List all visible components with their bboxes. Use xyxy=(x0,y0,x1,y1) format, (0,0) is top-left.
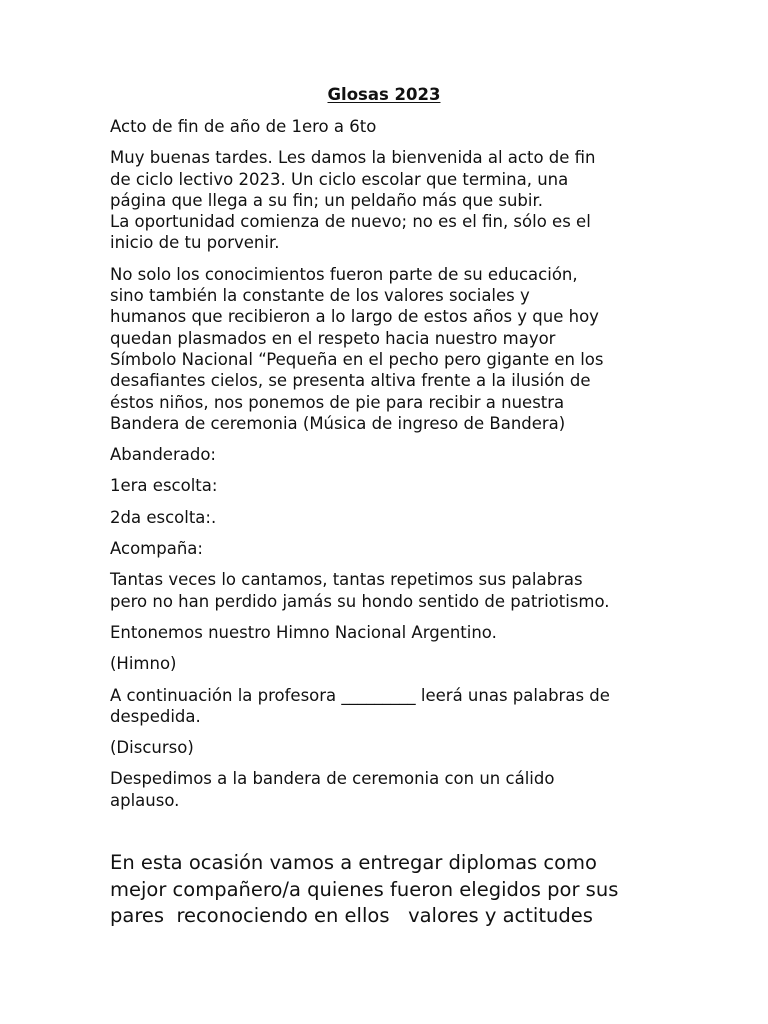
document-body xyxy=(110,116,670,821)
text-line: página que llega a su fin; un peldaño más que subir. xyxy=(110,190,543,210)
text-line: No solo los conocimientos fueron parte de su educación, xyxy=(110,264,578,284)
text-line: Despedimos a la bandera de ceremonia con un cálido xyxy=(110,769,555,789)
paragraph-speech-intro xyxy=(110,685,670,728)
text-line: Bandera de ceremonia (Música de ingreso de Bandera) xyxy=(110,413,566,433)
text-line: En esta ocasión vamos a entregar diplomas como xyxy=(110,851,597,874)
text-line: humanos que recibieron a lo largo de estos años y que hoy xyxy=(110,307,599,327)
paragraph-diplomas xyxy=(110,850,690,930)
label-escolta-1: 1era escolta: xyxy=(110,476,218,496)
text-line: desafiantes cielos, se presenta altiva frente a la ilusión de xyxy=(110,371,591,391)
text-line: aplauso. xyxy=(110,790,180,810)
text-line: Tantas veces lo cantamos, tantas repetimos sus palabras xyxy=(110,570,583,590)
text-line: quedan plasmados en el respeto hacia nuestro mayor xyxy=(110,328,556,348)
stage-note-discurso: (Discurso) xyxy=(110,738,194,758)
text-line: sino también la constante de los valores sociales y xyxy=(110,286,530,306)
paragraph-anthem-intro xyxy=(110,569,670,612)
paragraph-anthem-call: Entonemos nuestro Himno Nacional Argentino. xyxy=(110,622,497,642)
paragraph-flag-farewell xyxy=(110,768,670,811)
text-line: inicio de tu porvenir. xyxy=(110,233,280,253)
paragraph-welcome xyxy=(110,147,670,253)
paragraph-values xyxy=(110,264,670,434)
text-line: pares reconociendo en ellos valores y actitudes xyxy=(110,904,593,927)
text-line: pero no han perdido jamás su hondo sentido de patriotismo. xyxy=(110,591,610,611)
text-line: Muy buenas tardes. Les damos la bienvenida al acto de fin xyxy=(110,148,596,168)
document-title: Glosas 2023 xyxy=(327,85,441,104)
text-line: de ciclo lectivo 2023. Un ciclo escolar que termina, una xyxy=(110,169,569,189)
label-acompana: Acompaña: xyxy=(110,539,203,559)
stage-note-himno: (Himno) xyxy=(110,654,177,674)
text-line: mejor compañero/a quienes fueron elegidos por sus xyxy=(110,877,619,901)
text-line: éstos niños, nos ponemos de pie para recibir a nuestra xyxy=(110,392,565,412)
text-line: Símbolo Nacional “Pequeña en el pecho pero gigante en los xyxy=(110,349,604,369)
label-escolta-2: 2da escolta:. xyxy=(110,507,217,527)
text-line: A continuación la profesora _________ leerá unas palabras de xyxy=(110,685,610,705)
subtitle: Acto de fin de año de 1ero a 6to xyxy=(110,117,377,136)
label-abanderado: Abanderado: xyxy=(110,445,216,465)
text-line: La oportunidad comienza de nuevo; no es el fin, sólo es el xyxy=(110,212,591,232)
text-line: despedida. xyxy=(110,706,201,726)
